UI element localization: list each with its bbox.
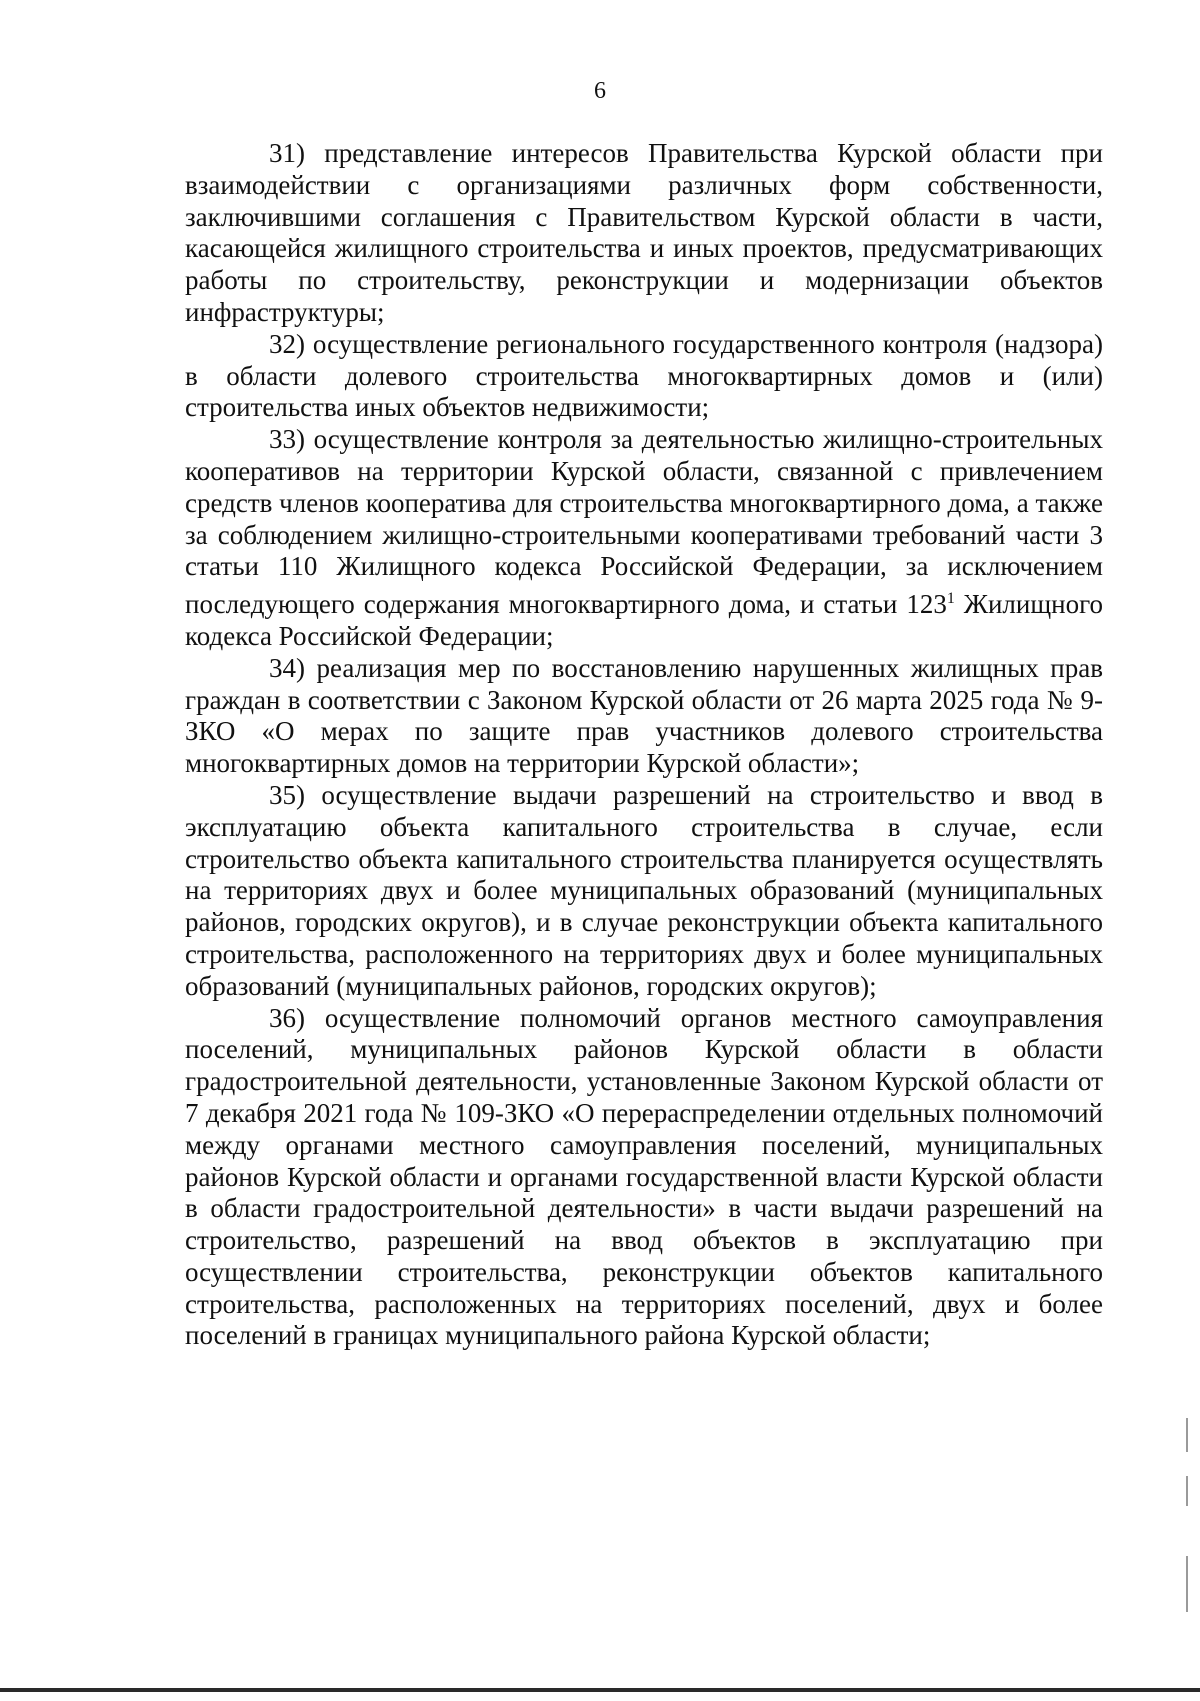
superscript-mark: 1 xyxy=(946,590,955,608)
paragraph-33 xyxy=(185,424,1103,653)
paragraph-33-text-end: Жилищного кодекса Российской Федерации; xyxy=(185,589,1103,651)
document-body xyxy=(185,138,1103,1352)
paragraph-31: 31) представление интересов Правительства Курской области при взаимодействии с организациями различных форм собственности, заключившими соглашения с Правительством Курской области в части, касающейся жилищного строительства и иных проектов, предусматривающих работы по строительству, реконструкции и модернизации объектов инфраструктуры; xyxy=(185,138,1103,327)
paragraph-34: 34) реализация мер по восстановлению нарушенных жилищных прав граждан в соответствии с Законом Курской области от 26 марта 2025 года № 9-ЗКО «О мерах по защите прав участников долевого строительства многоквартирных домов на территории Курской области»; xyxy=(185,652,1103,779)
scan-bottom-edge xyxy=(0,1688,1200,1692)
scan-edge-mark xyxy=(1186,1476,1188,1506)
paragraph-36: 36) осуществление полномочий органов местного самоуправления поселений, муниципальных районов Курской области в области градостроительной деятельности, установленные Законом Курской области от 7 декабря 2021 года № 109-ЗКО «О перераспределении отдельных полномочий между органами местного самоуправления поселений, муниципальных районов Курской области и органами государственной власти Курской области в области градостроительной деятельности» в части выдачи разрешений на строительство, разрешений на ввод объектов в эксплуатацию при осуществлении строительства, реконструкции объектов капитального строительства, расположенных на территориях поселений, двух и более поселений в границах муниципального района Курской области; xyxy=(185,1002,1103,1351)
paragraph-33-text: 33) осуществление контроля за деятельностью жилищно-строительных кооперативов на территории Курской области, связанной с привлечением средств членов кооператива для строительства многоквартирного дома, а также за соблюдением жилищно-строительными кооперативами требований части 3 статьи 110 Жилищного кодекса Российской Федерации, за исключением последующего содержания многоквартирного дома, и статьи 123 xyxy=(185,424,1103,620)
paragraph-35: 35) осуществление выдачи разрешений на строительство и ввод в эксплуатацию объекта капитального строительства в случае, если строительство объекта капитального строительства планируется осуществлять на территориях двух и более муниципальных образований (муниципальных районов, городских округов), и в случае реконструкции объекта капитального строительства, расположенного на территориях двух и более муниципальных образований (муниципальных районов, городских округов); xyxy=(185,779,1103,1001)
scan-edge-mark xyxy=(1186,1418,1188,1452)
page-number: 6 xyxy=(594,78,606,104)
paragraph-32: 32) осуществление регионального государственного контроля (надзора) в области долевого строительства многоквартирных домов и (или) строительства иных объектов недвижимости; xyxy=(185,328,1103,423)
scan-edge-mark xyxy=(1186,1556,1188,1612)
